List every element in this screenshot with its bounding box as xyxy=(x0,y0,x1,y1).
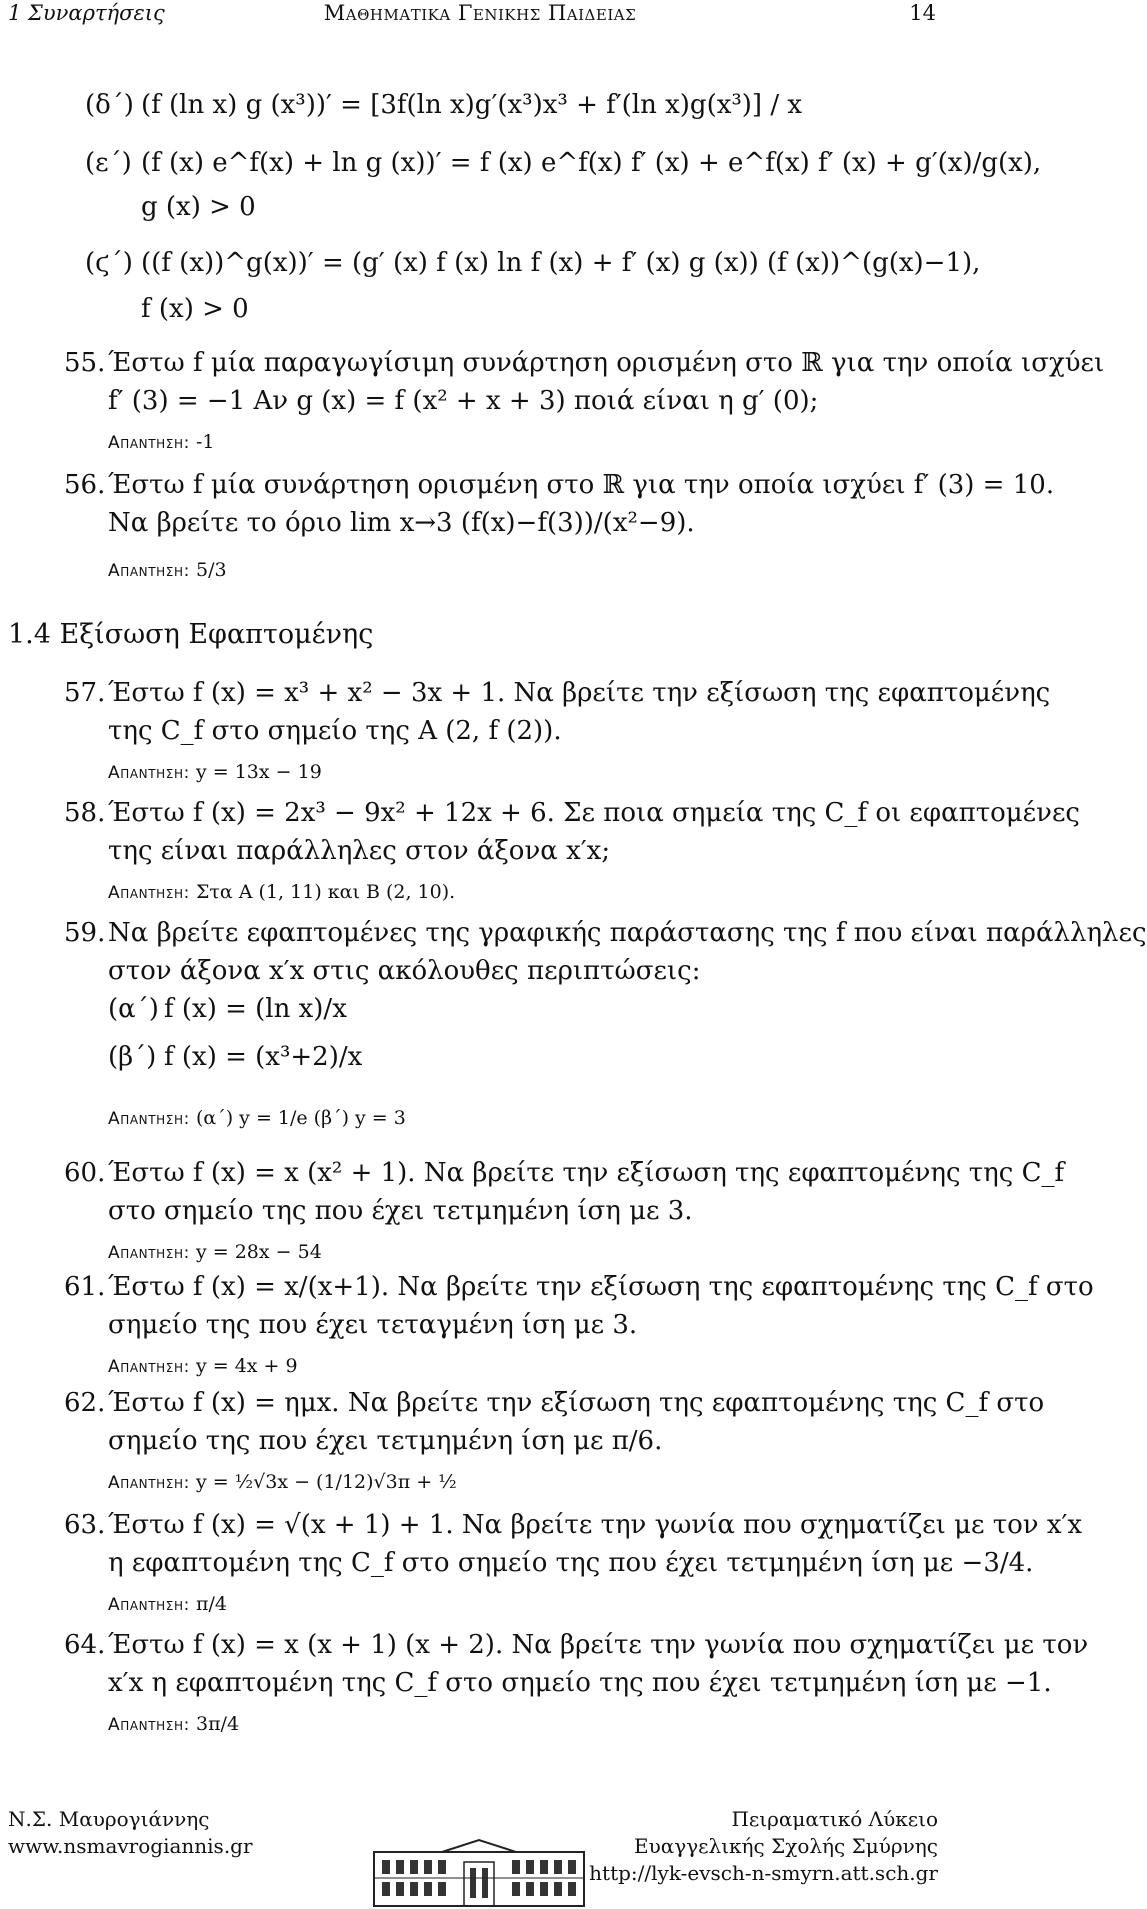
answer xyxy=(108,880,455,905)
problem-text: της είναι παράλληλες στον άξονα x′x; xyxy=(108,836,611,866)
problem-text: σημείο της που έχει τετμημένη ίση με π/6. xyxy=(108,1426,663,1456)
equation-stigma xyxy=(85,246,981,280)
footer-school: Πειραματικό Λύκειο xyxy=(731,1807,938,1831)
problem-text: Έστω f (x) = x (x² + 1). Να βρείτε την εξίσωση της εφαπτομένης της C_f xyxy=(108,1158,1065,1188)
problem-text: f′ (3) = −1 Αν g (x) = f (x² + x + 3) ποιά είναι η g′ (0); xyxy=(108,386,819,416)
page-number: 14 xyxy=(909,1,936,25)
problem-text: σημείο της που έχει τεταγμένη ίση με 3. xyxy=(108,1310,638,1340)
equation-condition: f (x) > 0 xyxy=(141,294,249,324)
answer-label: Απαντηση: xyxy=(108,1595,190,1615)
problem-number: 64. xyxy=(64,1630,106,1660)
footer-author-website: www.nsmavrogiannis.gr xyxy=(8,1834,253,1858)
answer xyxy=(108,1106,406,1131)
problem-text: στον άξονα x′x στις ακόλουθες περιπτώσεις: xyxy=(108,956,701,986)
problem-number: 58. xyxy=(64,798,106,828)
problem-text: x′x η εφαπτομένη της C_f στο σημείο της που έχει τετμημένη ίση με −1. xyxy=(108,1668,1052,1698)
sub-item-tag: (β΄) xyxy=(108,1042,157,1072)
equation-text: ((f (x))^g(x))′ = (g′ (x) f (x) ln f (x) + f′ (x) g (x)) (f (x))^(g(x)−1), xyxy=(141,248,981,278)
equation-tag: (δ΄) xyxy=(85,90,134,120)
problem-text: Έστω f μία παραγωγίσιμη συνάρτηση ορισμένη στο ℝ για την οποία ισχύει xyxy=(108,348,1105,378)
problem-text: Έστω f (x) = x (x + 1) (x + 2). Να βρείτε την γωνία που σχηματίζει με τον xyxy=(108,1630,1089,1660)
footer-author: Ν.Σ. Μαυρογιάννης xyxy=(8,1807,210,1831)
footer-school-website: http://lyk-evsch-n-smyrn.att.sch.gr xyxy=(589,1861,938,1885)
problem-text: της C_f στο σημείο της A (2, f (2)). xyxy=(108,716,562,746)
answer-value: 5/3 xyxy=(195,559,227,581)
sub-item-beta xyxy=(108,1040,362,1074)
answer-value: π/4 xyxy=(195,1593,227,1615)
answer xyxy=(108,430,215,455)
answer xyxy=(108,1592,227,1617)
answer-label: Απαντηση: xyxy=(108,883,190,903)
equation-text: (f (ln x) g (x³))′ = [3f(ln x)g′(x³)x³ + f′(ln x)g(x³)] / x xyxy=(141,90,803,120)
equation-tag: (ε΄) xyxy=(85,148,132,178)
answer-label: Απαντηση: xyxy=(108,561,190,581)
answer-value: 3π/4 xyxy=(195,1713,240,1735)
problem-number: 57. xyxy=(64,678,106,708)
answer-label: Απαντηση: xyxy=(108,1473,190,1493)
equation-delta xyxy=(85,88,945,122)
answer-value: Στα A (1, 11) και B (2, 10). xyxy=(195,881,456,903)
problem-text: Να βρείτε εφαπτομένες της γραφικής παράστασης της f που είναι παράλληλες xyxy=(108,918,1147,948)
answer xyxy=(108,1470,457,1495)
answer-label: Απαντηση: xyxy=(108,433,190,453)
problem-text: Έστω f μία συνάρτηση ορισμένη στο ℝ για την οποία ισχύει f′ (3) = 10. xyxy=(108,470,1055,500)
problem-text: στο σημείο της που έχει τετμημένη ίση με 3. xyxy=(108,1196,693,1226)
footer-school-name: Ευαγγελικής Σχολής Σμύρνης xyxy=(633,1834,938,1858)
equation-text: (f (x) e^f(x) + ln g (x))′ = f (x) e^f(x) f′ (x) + e^f(x) f′ (x) + g′(x)/g(x), xyxy=(141,148,1042,178)
answer-value: y = ½√3x − (1/12)√3π + ½ xyxy=(195,1471,457,1493)
answer-label: Απαντηση: xyxy=(108,1357,190,1377)
sub-item-expr: f (x) = (ln x)/x xyxy=(164,994,347,1024)
answer xyxy=(108,1712,239,1737)
answer xyxy=(108,1240,322,1265)
answer-value: -1 xyxy=(195,431,215,453)
answer xyxy=(108,760,322,785)
sub-item-expr: f (x) = (x³+2)/x xyxy=(164,1042,363,1072)
sub-item-tag: (α΄) xyxy=(108,994,159,1024)
problem-text: Να βρείτε το όριο lim x→3 (f(x)−f(3))/(x²−9). xyxy=(108,508,695,538)
answer-label: Απαντηση: xyxy=(108,763,190,783)
answer xyxy=(108,558,227,583)
answer-label: Απαντηση: xyxy=(108,1715,190,1735)
problem-text: Έστω f (x) = x³ + x² − 3x + 1. Να βρείτε την εξίσωση της εφαπτομένης xyxy=(108,678,1051,708)
problem-number: 62. xyxy=(64,1388,106,1418)
problem-number: 56. xyxy=(64,470,106,500)
problem-number: 61. xyxy=(64,1272,106,1302)
sub-item-alpha xyxy=(108,992,347,1026)
problem-text: Έστω f (x) = 2x³ − 9x² + 12x + 6. Σε ποια σημεία της C_f οι εφαπτομένες xyxy=(108,798,1080,828)
problem-text: Έστω f (x) = x/(x+1). Να βρείτε την εξίσωση της εφαπτομένης της C_f στο xyxy=(108,1272,1094,1302)
section-title: 1.4 Εξίσωση Εφαπτομένης xyxy=(8,619,374,650)
answer-value: y = 4x + 9 xyxy=(195,1355,298,1377)
header-chapter: 1 Συναρτήσεις xyxy=(8,1,165,25)
answer xyxy=(108,1354,298,1379)
problem-text: Έστω f (x) = ημx. Να βρείτε την εξίσωση της εφαπτομένης της C_f στο xyxy=(108,1388,1045,1418)
problem-number: 59. xyxy=(64,918,106,948)
problem-number: 60. xyxy=(64,1158,106,1188)
problem-number: 63. xyxy=(64,1510,106,1540)
problem-text: η εφαπτομένη της C_f στο σημείο της που έχει τετμημένη ίση με −3/4. xyxy=(108,1548,1034,1578)
answer-value: y = 13x − 19 xyxy=(195,761,322,783)
problem-number: 55. xyxy=(64,348,106,378)
equation-condition: g (x) > 0 xyxy=(141,192,256,222)
answer-label: Απαντηση: xyxy=(108,1243,190,1263)
answer-label: Απαντηση: xyxy=(108,1109,190,1129)
answer-value: (α΄) y = 1/e (β΄) y = 3 xyxy=(195,1107,406,1129)
answer-value: y = 28x − 54 xyxy=(195,1241,322,1263)
equation-epsilon xyxy=(85,146,1042,180)
school-building-logo xyxy=(372,1838,586,1908)
problem-text: Έστω f (x) = √(x + 1) + 1. Να βρείτε την γωνία που σχηματίζει με τον x′x xyxy=(108,1510,1083,1540)
equation-tag: (ϛ΄) xyxy=(85,248,133,278)
header-title: Μαθηματικα Γενικης Παιδειας xyxy=(323,1,637,25)
